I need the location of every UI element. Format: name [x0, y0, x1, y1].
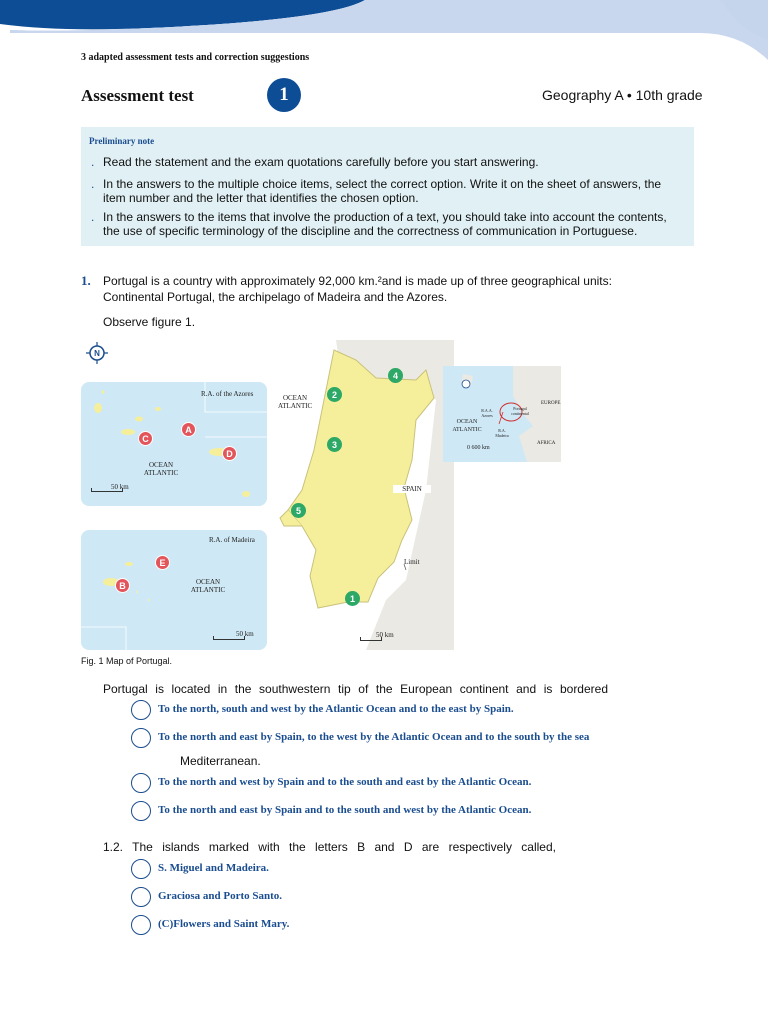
header-band: [0, 0, 768, 60]
azores-map: [81, 382, 267, 506]
question-text: Portugal is a country with approximately 92,000 km.²and is made up of three geographical units: Continental Portugal, the archipelago of Madeira and the Azores.: [103, 274, 612, 304]
azores-scale-bar: [91, 488, 123, 492]
subject-label: Geography A • 10th grade: [542, 87, 703, 103]
radio-button[interactable]: [131, 801, 151, 821]
mainland-scale-label: 50 km: [376, 631, 394, 639]
inset-europe-label: EUROPE: [541, 401, 561, 406]
test-number-badge: 1: [267, 78, 301, 112]
inset-madeira-label: R.A. Madeira: [495, 428, 509, 438]
map-marker-c: C: [138, 431, 153, 446]
map-marker-3: 3: [327, 437, 342, 452]
madeira-scale-label: 50 km: [236, 630, 254, 638]
azores-ocean-label: OCEAN ATLANTIC: [143, 461, 179, 477]
answer-option-text: Graciosa and Porto Santo.: [158, 890, 283, 902]
inset-azores-label: R.A.A. Azores: [481, 408, 493, 418]
radio-button[interactable]: [131, 773, 151, 793]
madeira-scale-bar: [213, 636, 245, 640]
radio-button[interactable]: [131, 887, 151, 907]
mainland-portugal-map: [276, 340, 454, 650]
azores-title: R.A. of the Azores: [201, 390, 254, 398]
radio-button[interactable]: [131, 700, 151, 720]
map-marker-1: 1: [345, 591, 360, 606]
compass-icon: [86, 342, 108, 369]
madeira-map: [81, 530, 267, 650]
note-title: Preliminary note: [89, 136, 155, 146]
inset-ocean-label: OCEAN ATLANTIC: [452, 419, 482, 433]
answer-option-continuation: Mediterranean.: [180, 754, 261, 768]
map-marker-5: 5: [291, 503, 306, 518]
radio-button[interactable]: [131, 728, 151, 748]
mainland-scale-bar: [360, 637, 382, 641]
map-marker-2: 2: [327, 387, 342, 402]
document-subtitle: 3 adapted assessment tests and correction suggestions: [81, 52, 310, 63]
page-title: Assessment test: [81, 86, 194, 105]
answer-option-text: To the north, south and west by the Atlantic Ocean and to the east by Spain.: [158, 703, 514, 715]
answer-option-text: To the north and east by Spain, to the west by the Atlantic Ocean and to the south by the sea: [158, 731, 590, 743]
inset-locator-map: [443, 366, 561, 462]
inset-portugal-label: Portugal continental: [511, 406, 529, 416]
mainland-ocean-label: OCEAN ATLANTIC: [278, 394, 313, 410]
answer-option-text: (C)Flowers and Saint Mary.: [158, 918, 290, 930]
spain-label: SPAIN: [393, 485, 431, 493]
madeira-ocean-label: OCEAN ATLANTIC: [190, 578, 226, 594]
figure-caption: Fig. 1 Map of Portugal.: [81, 656, 173, 666]
question-1-1-stem: Portugal is located in the southwestern tip of the European continent and is bordered: [103, 682, 608, 696]
answer-option-text: S. Miguel and Madeira.: [158, 862, 269, 874]
madeira-title: R.A. of Madeira: [209, 536, 255, 544]
answer-option-text: To the north and west by Spain and to the south and east by the Atlantic Ocean.: [158, 776, 532, 788]
preliminary-note-box: [81, 127, 694, 246]
inset-scale-label: 0 600 km: [467, 445, 490, 451]
note-item-text: In the answers to the items that involve the production of a text, you should take into account the contents, the use of specific terminology of the discipline and the correctness of communication in Portuguese.: [103, 210, 667, 238]
map-marker-b: B: [115, 578, 130, 593]
radio-button[interactable]: [131, 859, 151, 879]
map-marker-d: D: [222, 446, 237, 461]
answer-option-text: To the north and east by Spain and to the south and west by the Atlantic Ocean.: [158, 804, 532, 816]
observe-instruction: Observe figure 1.: [103, 315, 196, 329]
note-item: . In the answers to the multiple choice items, select the correct option. Write it on the sheet of answers, the item number and the letter that identifies the chosen option.: [91, 177, 662, 205]
azores-scale-label: 50 km: [111, 483, 129, 491]
note-item-text: Read the statement and the exam quotations carefully before you start answering.: [103, 155, 539, 169]
question-number: 1.: [81, 273, 91, 288]
map-marker-a: A: [181, 422, 196, 437]
map-marker-4: 4: [388, 368, 403, 383]
note-item-text: In the answers to the multiple choice items, select the correct option. Write it on the sheet of answers, the item number and the letter that identifies the chosen option.: [103, 177, 662, 205]
radio-button[interactable]: [131, 915, 151, 935]
note-item: . In the answers to the items that involve the production of a text, you should take into account the contents, the use of specific terminology of the discipline and the correctness of communication in Portuguese.: [91, 210, 667, 238]
question-1-2-stem: 1.2. The islands marked with the letters B and D are respectively called,: [103, 840, 556, 854]
inset-africa-label: AFRICA: [537, 441, 556, 446]
note-item: . Read the statement and the exam quotations carefully before you start answering.: [91, 155, 539, 169]
svg-text:N: N: [94, 349, 100, 358]
map-marker-e: E: [155, 555, 170, 570]
limit-label: Limit: [404, 558, 420, 566]
